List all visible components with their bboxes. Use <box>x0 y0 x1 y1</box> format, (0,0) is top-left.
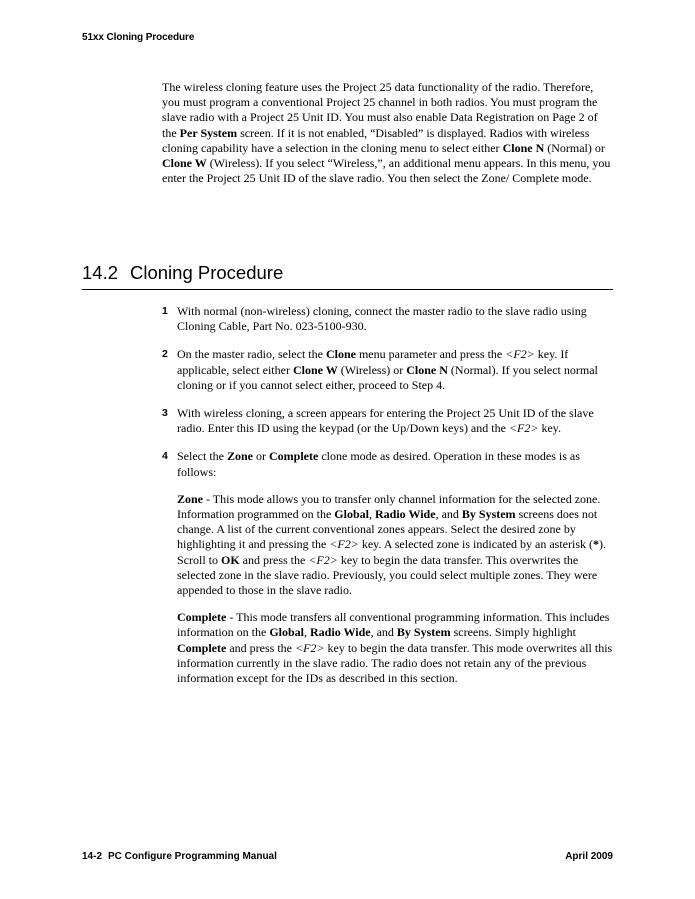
step-number: 2 <box>162 348 168 361</box>
complete-mode-description: Complete - This mode transfers all conventional programming information. This includes information on the Global, Radio Wide, and By System screens. Simply highlight Complete and press the <F2> key to begin the data transfer. This mode overwrites all this information currently in the slave radio. The radio does not retain any of the previous information except for the IDs as described in this section. <box>177 610 613 686</box>
step-number: 4 <box>162 450 168 463</box>
step-1: 1 With normal (non-wireless) cloning, connect the master radio to the slave radio using Cloning Cable, Part No. 023-5100-930. <box>162 304 587 334</box>
running-header: 51xx Cloning Procedure <box>82 32 195 43</box>
intro-paragraph: The wireless cloning feature uses the Project 25 data functionality of the radio. Therefore, you must program a conventional Project 25 channel in both radios. You must program the slave radio with a Project 25 Unit ID. You must also enable Data Registration on Page 2 of the Per System screen. If it is not enabled, “Disabled” is displayed. Radios with wireless cloning capability have a selection in the cloning menu to select either Clone N (Normal) or Clone W (Wireless). If you select “Wireless,”, an additional menu appears. In this menu, you enter the Project 25 Unit ID of the slave radio. You then select the Zone/ Complete mode. <box>162 80 611 186</box>
section-number: 14.2 <box>82 262 119 283</box>
procedure-steps <box>162 304 614 699</box>
manual-title: PC Configure Programming Manual <box>108 851 277 862</box>
section-title: Cloning Procedure <box>130 262 284 283</box>
zone-mode-description: Zone - This mode allows you to transfer only channel information for the selected zone. Information programmed on the Global, Radio Wide, and By System screens does not change. A list of the current conventional zones appears. Select the desired zone by highlighting it and pressing the <F2> key. A selected zone is indicated by an asterisk (*). Scroll to OK and press the <F2> key to begin the data transfer. This overwrites the selected zone in the slave radio. Previously, you could select multiple zones. They were appended to those in the slave radio. <box>177 491 607 598</box>
page-number: 14-2 <box>82 851 103 862</box>
step-number: 3 <box>162 407 168 420</box>
step-2: 2 On the master radio, select the Clone menu parameter and press the <F2> key. If applicable, select either Clone W (Wireless) or Clone N (Normal). If you select normal cloning or if you cannot select either, proceed to Step 4. <box>162 347 598 392</box>
publication-date: April 2009 <box>565 851 613 862</box>
step-3: 3 With wireless cloning, a screen appears for entering the Project 25 Unit ID of the slave radio. Enter this ID using the keypad (or the Up/Down keys) and the <F2> key. <box>162 406 594 436</box>
step-4: 4 Select the Zone or Complete clone mode as desired. Operation in these modes is as follows: Zone - This mode allows you to transfer only channel information for the selected zone. Information programmed on the Global, Radio Wide, and By System screens does not change. A list of the current conventional zones appears. Select the desired zone by highlighting it and pressing the <F2> key. A selected zone is indicated by an asterisk (*). Scroll to OK and press the <F2> key to begin the data transfer. This overwrites the selected zone in the slave radio. Previously, you could select multiple zones. They were appended to those in the slave radio. Complete - This mode transfers all conventional programming information. This includes information on the Global, Radio Wide, and By System screens. Simply highlight Complete and press the <F2> key to begin the data transfer. This mode overwrites all this information currently in the slave radio. The radio does not retain any of the previous information except for the IDs as described in this section. <box>162 449 613 686</box>
section-heading <box>82 262 613 290</box>
step-number: 1 <box>162 305 168 317</box>
